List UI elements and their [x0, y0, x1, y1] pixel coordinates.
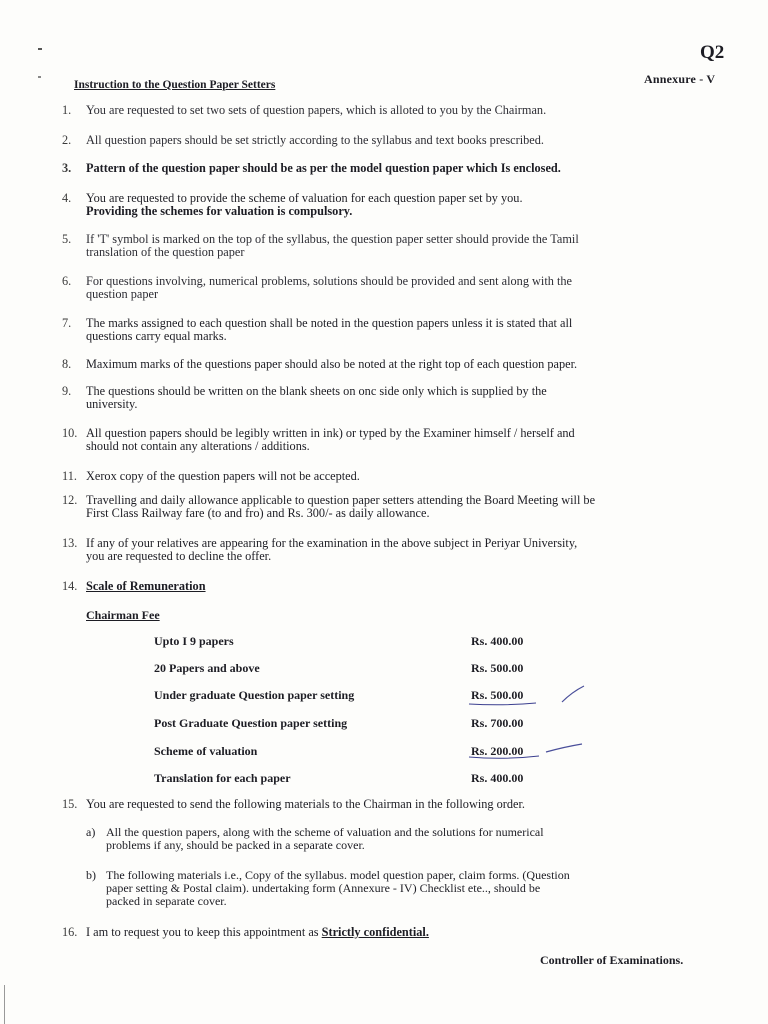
sub-item [86, 869, 570, 908]
item-number: 2. [62, 133, 72, 147]
instruction-item [62, 104, 546, 117]
item-number: 12. [62, 493, 78, 507]
signature-line: Controller of Examinations. [540, 953, 684, 967]
item-number: 6. [62, 274, 72, 288]
item-number: 4. [62, 191, 72, 205]
item-number: 16. [62, 925, 78, 939]
sub-item-label: a) [86, 825, 96, 839]
item-text-continued: Providing the schemes for valuation is compulsory. [86, 204, 353, 218]
item-number: 1. [62, 103, 72, 117]
item-number: 5. [62, 232, 72, 246]
item-text: All question papers should be legibly written in ink) or typed by the Examiner himself / herself and [86, 426, 575, 440]
confidential-emphasis: Strictly confidential. [321, 925, 429, 939]
fee-label: Scheme of valuation [154, 744, 258, 758]
item-text: For questions involving, numerical problems, solutions should be provided and sent along with the [86, 274, 573, 288]
instruction-item [62, 275, 572, 301]
item-number: 11. [62, 469, 77, 483]
instruction-item [62, 233, 579, 259]
item-text: Maximum marks of the questions paper should also be noted at the right top of each question paper. [86, 357, 578, 371]
item-text-continued: university. [86, 397, 138, 411]
page-title: Instruction to the Question Paper Setters [74, 79, 276, 91]
fee-label: Under graduate Question paper setting [154, 688, 355, 702]
handwritten-check-marks [464, 682, 594, 772]
scan-edge-line [4, 985, 5, 1024]
item-number: 7. [62, 316, 72, 330]
instruction-item [62, 358, 577, 371]
sub-item [86, 826, 544, 852]
fee-label: Post Graduate Question paper setting [154, 716, 348, 730]
instruction-item [62, 470, 360, 483]
sub-item-text-continued: paper setting & Postal claim). undertaking form (Annexure - IV) Checklist ete.., should be [106, 881, 541, 895]
instruction-item [62, 317, 572, 343]
item-text-continued: questions carry equal marks. [86, 329, 227, 343]
item-text: You are requested to set two sets of question papers, which is alloted to you by the Chairman. [86, 103, 547, 117]
instruction-item [62, 427, 575, 453]
item-text: I am to request you to keep this appointment as [86, 925, 319, 939]
item-text-continued: question paper [86, 287, 159, 301]
item-text: Pattern of the question paper should be as per the model question paper which Is enclosed. [86, 161, 561, 175]
item-number: 9. [62, 384, 72, 398]
instruction-item [62, 537, 577, 563]
item-text: You are requested to provide the scheme of valuation for each question paper set by you. [86, 191, 523, 205]
item-text: The questions should be written on the blank sheets on onc side only which is supplied by the [86, 384, 547, 398]
sub-item-text-continued: problems if any, should be packed in a separate cover. [106, 838, 365, 852]
instruction-item [62, 580, 206, 593]
scan-mark [38, 48, 42, 50]
item-text: The marks assigned to each question shall be noted in the question papers unless it is stated that all [86, 316, 573, 330]
underline-stroke [469, 703, 536, 705]
item-number: 13. [62, 536, 78, 550]
remuneration-heading: Scale of Remuneration [86, 579, 206, 593]
item-number: 10. [62, 426, 78, 440]
check-mark-stroke [546, 744, 582, 752]
instruction-item [62, 494, 595, 520]
item-text: If 'T' symbol is marked on the top of the syllabus, the question paper setter should provide the Tamil [86, 232, 579, 246]
fee-label: Translation for each paper [154, 771, 291, 785]
fee-amount: Rs. 200.00 [471, 744, 524, 758]
fee-amount: Rs. 500.00 [471, 688, 524, 702]
item-text: Travelling and daily allowance applicable to question paper setters attending the Board Meeting will be [86, 493, 596, 507]
sub-item-label: b) [86, 868, 96, 882]
item-text: If any of your relatives are appearing for the examination in the above subject in Periyar University, [86, 536, 578, 550]
sub-item-text-continued: packed in separate cover. [106, 894, 227, 908]
sub-item-text: The following materials i.e., Copy of the syllabus. model question paper, claim forms. (Question [106, 868, 570, 882]
fee-label: Upto I 9 papers [154, 634, 234, 648]
item-text: You are requested to send the following materials to the Chairman in the following order. [86, 797, 525, 811]
instruction-item [62, 385, 547, 411]
instruction-item [62, 798, 525, 811]
fee-amount: Rs. 400.00 [471, 771, 524, 785]
fee-label: 20 Papers and above [154, 661, 260, 675]
fee-amount: Rs. 500.00 [471, 661, 524, 675]
instruction-item [62, 134, 544, 147]
scan-mark [38, 76, 41, 78]
item-text: All question papers should be set strictly according to the syllabus and text books prescribed. [86, 133, 544, 147]
instruction-item [62, 192, 523, 218]
item-number: 3. [62, 161, 72, 175]
underline-stroke [469, 756, 539, 758]
instruction-item [62, 926, 429, 939]
document-code: Q2 [700, 42, 725, 63]
item-text-continued: should not contain any alterations / additions. [86, 439, 310, 453]
item-number: 8. [62, 357, 72, 371]
instruction-item [62, 162, 561, 175]
item-number: 14. [62, 579, 78, 593]
item-text: Xerox copy of the question papers will not be accepted. [86, 469, 360, 483]
sub-item-text: All the question papers, along with the scheme of valuation and the solutions for numerical [106, 825, 544, 839]
fee-amount: Rs. 400.00 [471, 634, 524, 648]
annexure-label: Annexure - V [644, 72, 716, 86]
item-text-continued: translation of the question paper [86, 245, 245, 259]
fee-amount: Rs. 700.00 [471, 716, 524, 730]
item-text-continued: you are requested to decline the offer. [86, 549, 272, 563]
item-text-continued: First Class Railway fare (to and fro) and Rs. 300/- as daily allowance. [86, 506, 430, 520]
chairman-fee-heading: Chairman Fee [86, 608, 160, 622]
check-mark-stroke [562, 686, 584, 702]
item-number: 15. [62, 797, 78, 811]
